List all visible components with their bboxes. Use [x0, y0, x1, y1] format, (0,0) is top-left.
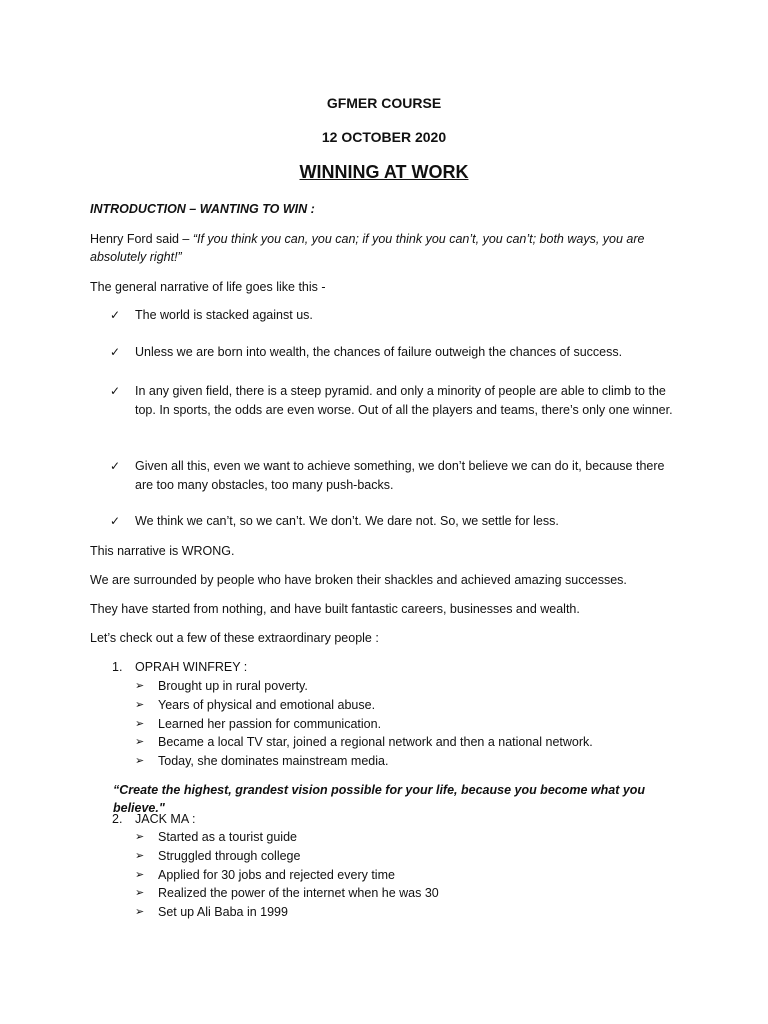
list-item [135, 733, 685, 752]
statement-surrounded: We are surrounded by people who have broken their shackles and achieved amazing successes. [90, 573, 627, 587]
intro-heading: INTRODUCTION – WANTING TO WIN : [90, 202, 315, 216]
course-date: 12 OCTOBER 2020 [321, 129, 447, 145]
narrative-item-text: Given all this, even we want to achieve something, we don’t believe we can do it, because there are too many obstacles, too many push-backs. [135, 459, 665, 492]
statement-narrative-wrong: This narrative is WRONG. [90, 544, 235, 558]
list-item [135, 884, 685, 903]
point-text: Became a local TV star, joined a regional network and then a national network. [158, 735, 593, 750]
oprah-points [135, 677, 685, 771]
person-name: JACK MA : [135, 812, 196, 826]
arrow-bullet-icon: ➢ [135, 906, 145, 919]
henry-ford-quote [90, 230, 680, 266]
checkmark-icon: ✓ [110, 514, 121, 528]
arrow-bullet-icon: ➢ [135, 831, 145, 843]
list-item [135, 752, 685, 771]
point-text: Started as a tourist guide [158, 830, 297, 844]
point-text: Learned her passion for communication. [158, 716, 382, 731]
arrow-bullet-icon: ➢ [135, 680, 145, 692]
list-item [135, 903, 685, 922]
narrative-lead: The general narrative of life goes like this - [90, 280, 326, 294]
arrow-bullet-icon: ➢ [135, 887, 145, 900]
list-number: 2. [112, 812, 123, 826]
arrow-bullet-icon: ➢ [135, 868, 145, 881]
course-title: GFMER COURSE [326, 95, 442, 111]
quote-prefix: Henry Ford said – [90, 232, 193, 246]
narrative-item-text: We think we can’t, so we can’t. We don’t. We dare not. So, we settle for less. [135, 514, 559, 528]
list-item [135, 715, 685, 734]
checkmark-icon: ✓ [110, 384, 121, 398]
document-title: WINNING AT WORK [299, 162, 469, 182]
arrow-bullet-icon: ➢ [135, 698, 145, 711]
oprah-quote: “Create the highest, grandest vision possible for your life, because you become what you believe." [113, 783, 646, 815]
statement-check-out: Let’s check out a few of these extraordinary people : [90, 631, 379, 645]
point-text: Applied for 30 jobs and rejected every time [158, 867, 395, 882]
narrative-item-text: The world is stacked against us. [135, 308, 313, 322]
point-text: Realized the power of the internet when he was 30 [158, 886, 439, 901]
point-text: Brought up in rural poverty. [158, 679, 308, 693]
list-item [135, 866, 685, 885]
checkmark-icon: ✓ [110, 345, 121, 359]
arrow-bullet-icon: ➢ [135, 755, 145, 768]
list-item [135, 847, 685, 866]
list-number: 1. [112, 660, 123, 674]
arrow-bullet-icon: ➢ [135, 717, 145, 730]
point-text: Set up Ali Baba in 1999 [158, 905, 288, 920]
narrative-item-text: In any given field, there is a steep pyramid. and only a minority of people are able to climb to the top. In sports, the odds are even worse. Out of all the players and teams, there’s only one winner. [135, 384, 673, 417]
arrow-bullet-icon: ➢ [135, 736, 145, 749]
arrow-bullet-icon: ➢ [135, 849, 145, 862]
list-item [135, 828, 685, 847]
checkmark-icon: ✓ [110, 459, 121, 473]
point-text: Today, she dominates mainstream media. [158, 754, 389, 769]
point-text: Years of physical and emotional abuse. [158, 697, 376, 712]
narrative-item-text: Unless we are born into wealth, the chances of failure outweigh the chances of success. [135, 345, 623, 359]
list-item [135, 677, 685, 696]
statement-started-from-nothing: They have started from nothing, and have built fantastic careers, businesses and wealth. [90, 602, 580, 616]
person-name: OPRAH WINFREY : [135, 660, 248, 674]
quote-text: “If you think you can, you can; if you think you can’t, you can’t; both ways, you are absolutely right!” [90, 232, 645, 264]
point-text: Struggled through college [158, 848, 301, 863]
list-item [135, 696, 685, 715]
checkmark-icon: ✓ [110, 308, 121, 322]
jack-ma-points [135, 828, 685, 922]
